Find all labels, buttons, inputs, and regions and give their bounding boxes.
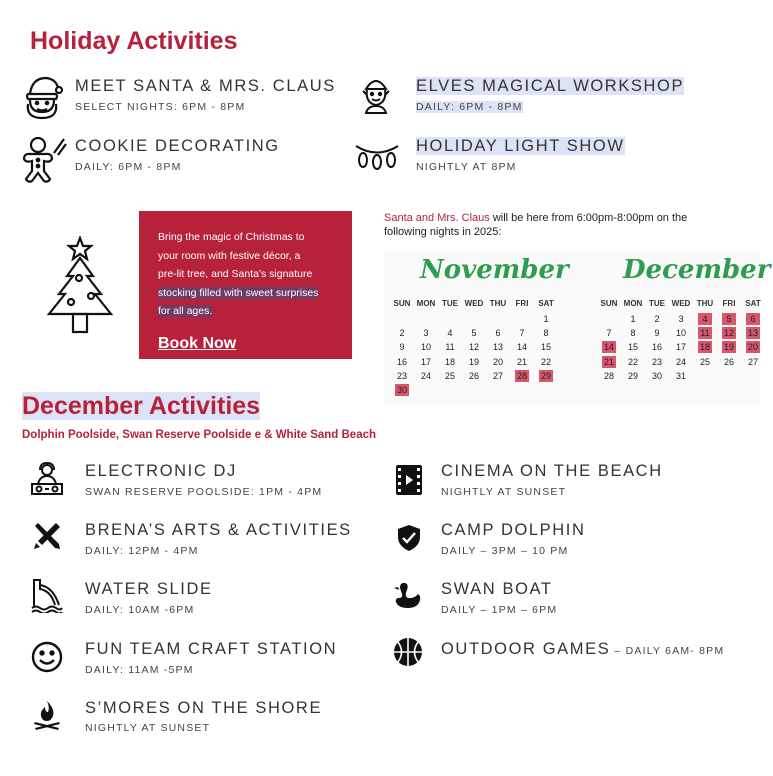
december-locations: Dolphin Poolside, Swan Reserve Poolside e & White Sand Beach	[22, 429, 377, 441]
santa-icon	[22, 74, 64, 120]
calendar-day-cell	[510, 355, 534, 369]
calendar-day: 23	[396, 370, 407, 381]
calendar-day-cell	[438, 355, 462, 369]
christmas-tree-icon	[45, 236, 115, 336]
calendar-day-cell	[645, 355, 669, 369]
activity-schedule: DAILY: 12PM - 4PM	[85, 545, 199, 557]
calendar-day-cell	[534, 355, 558, 369]
water-slide-icon	[31, 577, 63, 613]
calendar-day: 28	[516, 370, 527, 381]
calendar-day-cell	[621, 340, 645, 354]
calendar-empty-cell	[462, 312, 486, 326]
calendar-day: 27	[747, 356, 758, 367]
activity-schedule: SWAN RESERVE POOLSIDE: 1PM - 4PM	[85, 486, 323, 498]
calendar-month-title: November	[420, 255, 569, 285]
calendar-day-cell	[438, 326, 462, 340]
activity-schedule: DAILY: 10AM -6PM	[85, 604, 195, 616]
promo-line: pre-lit tree, and Santa's signature	[158, 268, 313, 280]
calendar-day-cell	[693, 355, 717, 369]
activity-title: HOLIDAY LIGHT SHOW	[416, 137, 625, 155]
gingerbread-icon	[20, 135, 68, 185]
weekday-label: SAT	[745, 299, 761, 308]
campfire-icon	[33, 700, 61, 730]
calendar-day: 6	[495, 328, 501, 339]
pencil-brush-icon	[32, 521, 62, 551]
weekday-label: MON	[416, 299, 436, 308]
calendar-day-cell	[597, 369, 621, 383]
calendar-day: 30	[396, 384, 407, 395]
calendar-day-cell	[534, 369, 558, 383]
calendar-day: 4	[698, 313, 712, 325]
calendar-day: 25	[699, 356, 710, 367]
calendar-day: 10	[675, 328, 686, 339]
activity-title: FUN TEAM CRAFT STATION	[85, 640, 338, 658]
calendar-day: 29	[540, 370, 551, 381]
calendar-day: 5	[471, 328, 477, 339]
calendar-empty-cell	[414, 312, 438, 326]
lights-icon	[355, 143, 399, 173]
calendar-day: 16	[651, 342, 662, 353]
activity-schedule: DAILY: 11AM -5PM	[85, 664, 194, 676]
calendar-day-cell	[597, 355, 621, 369]
calendar-day-cell	[669, 355, 693, 369]
calendar-day: 23	[651, 356, 662, 367]
calendar-day-cell	[717, 340, 741, 354]
december-title: December Activities	[22, 392, 261, 420]
calendar-empty-cell	[486, 312, 510, 326]
holiday-title: Holiday Activities	[30, 27, 238, 55]
calendar-november	[390, 255, 569, 397]
calendar-day: 1	[630, 314, 636, 324]
calendar-day: 1	[543, 314, 549, 324]
activity-schedule: DAILY – 1PM – 6PM	[441, 604, 558, 616]
calendar-day-cell	[486, 326, 510, 340]
elf-icon	[360, 75, 392, 115]
calendar-day: 31	[675, 370, 686, 381]
promo-line: stocking filled with sweet surprises	[158, 286, 319, 299]
calendar-day: 21	[516, 356, 527, 367]
santa-note-text: will be here from 6:00pm-8:00pm on the	[489, 212, 688, 224]
calendar-day-cell	[621, 369, 645, 383]
activity-schedule: NIGHTLY AT 8PM	[416, 161, 517, 173]
calendar-empty-cell	[597, 312, 621, 326]
calendar-day: 3	[678, 314, 684, 324]
calendar-day-cell	[741, 340, 765, 354]
weekday-label: SAT	[538, 299, 554, 308]
calendar-day: 10	[420, 342, 431, 353]
calendar-day-cell	[645, 326, 669, 340]
calendar-day: 24	[420, 370, 431, 381]
calendar-month-title: December	[623, 255, 771, 285]
calendar-day: 22	[540, 356, 551, 367]
weekday-label: SUN	[393, 299, 411, 308]
calendar-day-cell	[597, 326, 621, 340]
calendar-day: 12	[468, 342, 479, 353]
calendar-day: 11	[698, 327, 712, 339]
calendar-day: 5	[722, 313, 736, 325]
dj-icon	[30, 462, 64, 496]
calendar-day: 26	[468, 370, 479, 381]
activity-schedule: DAILY – 3PM – 10 PM	[441, 545, 569, 557]
activity-title: WATER SLIDE	[85, 580, 213, 598]
calendar-day: 25	[444, 370, 455, 381]
basketball-icon	[393, 637, 423, 667]
calendar-day-cell	[390, 383, 414, 397]
calendar-day: 19	[468, 356, 479, 367]
calendar-day-cell	[717, 326, 741, 340]
activity-title: MEET SANTA & MRS. CLAUS	[75, 77, 336, 95]
calendar-day-cell	[693, 326, 717, 340]
calendar-day: 6	[746, 313, 760, 325]
activity-schedule: DAILY: 6PM - 8PM	[416, 101, 523, 113]
calendar-day: 13	[747, 328, 758, 339]
calendar-day: 26	[723, 356, 734, 367]
calendar-day-cell	[486, 340, 510, 354]
calendar-day: 16	[396, 356, 407, 367]
shield-check-icon	[398, 525, 420, 551]
calendar-day: 17	[420, 356, 431, 367]
calendar-day-cell	[597, 340, 621, 354]
activity-title: ELVES MAGICAL WORKSHOP	[416, 77, 685, 95]
activity-title: CINEMA ON THE BEACH	[441, 462, 663, 480]
weekday-label: TUE	[649, 299, 665, 308]
calendar-day-cell	[438, 340, 462, 354]
weekday-label: TUE	[442, 299, 458, 308]
calendar-day-cell	[414, 326, 438, 340]
weekday-label: WED	[671, 299, 691, 308]
calendar-day: 8	[543, 328, 549, 339]
calendar-day-cell	[462, 355, 486, 369]
activity-schedule: SELECT NIGHTS: 6PM - 8PM	[75, 101, 246, 113]
activity-title: ELECTRONIC DJ	[85, 462, 237, 480]
calendar-day-cell	[414, 355, 438, 369]
activity-title: CAMP DOLPHIN	[441, 521, 586, 539]
calendar-day-cell	[645, 369, 669, 383]
calendar-day-cell	[462, 326, 486, 340]
weekday-label: FRI	[722, 299, 736, 308]
activity-title: OUTDOOR GAMES	[441, 640, 611, 658]
calendar-day-cell	[462, 369, 486, 383]
calendar-empty-cell	[510, 312, 534, 326]
calendar-day: 20	[747, 342, 758, 353]
calendar-day: 21	[603, 356, 614, 367]
calendar-day-cell	[741, 312, 765, 326]
calendar-day: 9	[399, 342, 405, 353]
calendar-day: 20	[492, 356, 503, 367]
calendar-day-cell	[693, 312, 717, 326]
calendar-empty-cell	[438, 312, 462, 326]
calendar-day: 11	[445, 342, 455, 353]
calendar-day: 3	[423, 328, 429, 339]
calendar-day-cell	[669, 312, 693, 326]
calendar-day-cell	[621, 312, 645, 326]
promo-card	[139, 211, 352, 359]
calendar-day-cell	[510, 326, 534, 340]
calendar-days	[390, 312, 569, 397]
calendar-day: 14	[603, 342, 614, 353]
calendar-december	[597, 255, 770, 383]
calendar-day: 12	[723, 328, 734, 339]
calendar-day: 29	[627, 370, 638, 381]
calendar-day: 27	[492, 370, 503, 381]
calendar-day-cell	[693, 340, 717, 354]
calendar-day-cell	[510, 369, 534, 383]
activity-title: BRENA’S ARTS & ACTIVITIES	[85, 521, 352, 539]
outdoor-games-row	[441, 640, 724, 659]
calendar-day-cell	[510, 340, 534, 354]
calendar-day-cell	[621, 355, 645, 369]
calendar-day-cell	[669, 369, 693, 383]
calendar-day-cell	[390, 340, 414, 354]
calendar-day-cell	[414, 369, 438, 383]
activity-title: S’MORES ON THE SHORE	[85, 699, 323, 717]
promo-line: Bring the magic of Christmas to	[158, 231, 305, 243]
calendar-day-cell	[534, 326, 558, 340]
calendar-day: 18	[699, 342, 710, 353]
calendar-days	[597, 312, 770, 383]
calendar-day-cell	[534, 312, 558, 326]
calendar-day-cell	[717, 312, 741, 326]
calendar-day: 17	[675, 342, 686, 353]
calendar-weekdays	[390, 299, 569, 308]
calendar-day: 4	[447, 328, 453, 339]
calendar-day: 13	[492, 342, 503, 353]
calendar-day: 7	[519, 328, 525, 339]
activity-title: COOKIE DECORATING	[75, 137, 280, 155]
calendar-day: 15	[627, 342, 638, 353]
promo-line: for all ages.	[158, 305, 213, 317]
swan-icon	[394, 582, 422, 610]
calendar-day: 28	[603, 370, 614, 381]
weekday-label: THU	[696, 299, 714, 308]
activity-title: SWAN BOAT	[441, 580, 553, 598]
calendar-day: 22	[627, 356, 638, 367]
calendar-day-cell	[621, 326, 645, 340]
calendar-day: 24	[675, 356, 686, 367]
calendar-day-cell	[645, 340, 669, 354]
santa-note-lead: Santa and Mrs. Claus	[384, 212, 490, 224]
calendar-day: 30	[651, 370, 662, 381]
film-icon	[396, 465, 422, 495]
calendar-day-cell	[462, 340, 486, 354]
calendar-day: 2	[399, 328, 405, 339]
calendar-day: 7	[606, 328, 612, 339]
calendar-day-cell	[486, 355, 510, 369]
santa-schedule-note	[384, 211, 764, 239]
calendar-day-cell	[669, 340, 693, 354]
activity-schedule: NIGHTLY AT SUNSET	[85, 722, 211, 734]
calendar-day-cell	[669, 326, 693, 340]
weekday-label: THU	[489, 299, 507, 308]
promo-line: your room with festive décor, a	[158, 249, 301, 262]
calendar-day-cell	[645, 312, 669, 326]
calendar-day-cell	[486, 369, 510, 383]
calendar-day: 9	[654, 328, 660, 339]
calendar-day-cell	[741, 326, 765, 340]
activity-schedule: NIGHTLY AT SUNSET	[441, 486, 567, 498]
calendar-day: 18	[444, 356, 455, 367]
calendar-empty-cell	[390, 312, 414, 326]
calendar-day: 8	[630, 328, 636, 339]
santa-note-text: following nights in 2025:	[384, 226, 502, 238]
calendar-day: 14	[516, 342, 527, 353]
calendar-day-cell	[390, 355, 414, 369]
calendar-day: 2	[654, 314, 660, 324]
activity-schedule: – DAILY 6AM- 8PM	[610, 645, 725, 657]
calendar-day: 15	[540, 342, 551, 353]
weekday-label: FRI	[515, 299, 529, 308]
weekday-label: WED	[464, 299, 484, 308]
calendar-day: 19	[723, 342, 734, 353]
calendar-day-cell	[438, 369, 462, 383]
calendar-day-cell	[390, 326, 414, 340]
smiley-icon	[31, 641, 63, 673]
calendar-weekdays	[597, 299, 770, 308]
weekday-label: SUN	[600, 299, 618, 308]
calendar-day-cell	[414, 340, 438, 354]
calendar-day-cell	[534, 340, 558, 354]
calendar-day-cell	[390, 369, 414, 383]
calendar-day-cell	[717, 355, 741, 369]
weekday-label: MON	[623, 299, 643, 308]
book-now-button[interactable]: Book Now	[158, 334, 237, 352]
activity-schedule: DAILY: 6PM - 8PM	[75, 161, 182, 173]
calendar-day-cell	[741, 355, 765, 369]
